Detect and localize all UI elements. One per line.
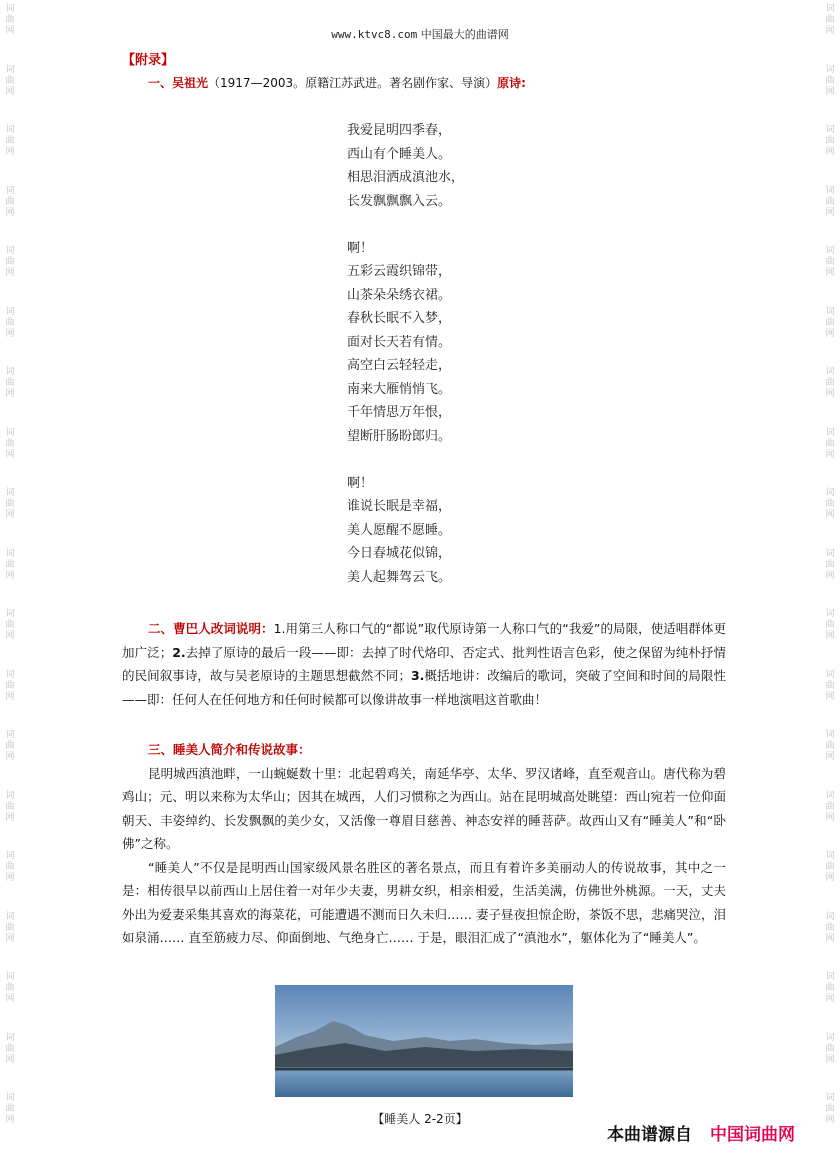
poem [347, 119, 587, 589]
watermark-glyphs: 词 曲 网 [825, 1032, 835, 1065]
watermark-glyphs: 词 曲 网 [825, 4, 835, 36]
watermark-glyphs: 词 曲 网 [5, 367, 15, 399]
watermark-glyphs: 词 曲 网 [825, 911, 835, 944]
appendix-label: 【附录】 [122, 53, 175, 68]
section2-num3: 3. [410, 668, 425, 683]
watermark-glyphs: 词 曲 网 [5, 125, 15, 157]
section2-num2: 2. [172, 644, 186, 660]
watermark-glyphs: 词 曲 网 [825, 972, 835, 1004]
watermark-glyphs: 词 曲 网 [5, 4, 15, 36]
poem-line: 啊！ [347, 475, 374, 491]
watermark-glyphs: 词 曲 网 [5, 548, 15, 581]
watermark-glyphs: 词 曲 网 [5, 790, 15, 823]
section3 [122, 738, 726, 950]
section1-prefix: 一、 [148, 76, 173, 90]
watermark-glyphs: 词 曲 网 [825, 185, 835, 218]
section1-original-label: 原诗: [497, 76, 526, 90]
poem-line: 长发飘飘飘入云。 [347, 193, 452, 209]
section2-point2: 去掉了原诗的最后一段——即：去掉了时代烙印、否定式、批判性语言色彩，使之保留为纯朴抒情的民间叙事诗，故与吴老原诗的主题思想截然不同； [122, 644, 726, 683]
poem-line: 山茶朵朵绣衣裙。 [347, 287, 452, 303]
watermark-glyphs: 词 曲 网 [825, 427, 835, 460]
watermark-glyphs: 词 曲 网 [5, 427, 15, 460]
poem-line: 我爱昆明四季春， [347, 123, 452, 138]
watermark-glyphs: 词 曲 网 [825, 851, 835, 883]
poem-line: 相思泪洒成滇池水， [347, 170, 465, 185]
watermark-glyphs: 词 曲 网 [5, 64, 15, 97]
watermark-glyphs: 词 曲 网 [825, 246, 835, 278]
watermark-glyphs: 词 曲 网 [825, 125, 835, 157]
watermark-glyphs: 词 曲 网 [825, 548, 835, 581]
poem-line: 啊！ [347, 240, 374, 256]
watermark-glyphs: 词 曲 网 [5, 1032, 15, 1065]
watermark-glyphs: 词 曲 网 [5, 669, 15, 702]
section2-heading: 二、曹巴人改词说明： [148, 621, 274, 636]
sleeping-beauty-mountain-photo [275, 985, 573, 1097]
poem-line: 美人起舞驾云飞。 [347, 569, 452, 585]
right-watermark-strip [820, 0, 840, 1169]
source-attribution [607, 1120, 795, 1145]
poem-line: 望断肝肠盼郎归。 [347, 428, 452, 444]
section3-paragraph-2: “睡美人”不仅是昆明西山国家级风景名胜区的著名景点，而且有着许多美丽动人的传说故事，其中之一是：相传很早以前西山上居住着一对年少夫妻，男耕女织，相亲相爱，生活美满，仿佛世外桃源。一天，丈夫外出为爱妻采集其喜欢的海菜花，可能遭遇不测而日久未归…… 妻子昼夜担惊企盼，茶饭不思，悲痛哭泣，泪如泉涌…… 直至筋疲力尽、仰面倒地、气绝身亡…… 于是，眼泪汇成了“滇池水”，躯体化为了“睡美人”。 [122, 859, 726, 945]
source-site-link[interactable]: 中国词曲网 [710, 1125, 795, 1145]
watermark-glyphs: 词 曲 网 [825, 1093, 835, 1125]
poem-line: 面对长天若有情。 [347, 334, 452, 350]
page-caption: 【睡美人 2-2页】 [372, 1112, 468, 1126]
watermark-glyphs: 词 曲 网 [825, 730, 835, 762]
poem-line: 千年情思万年恨， [347, 405, 452, 420]
section1-heading [148, 74, 526, 91]
watermark-glyphs: 词 曲 网 [5, 1093, 15, 1125]
section2-paragraph [122, 617, 726, 711]
section1-note: （1917—2003。原籍江苏武进。著名剧作家、导演） [208, 76, 498, 90]
watermark-glyphs: 词 曲 网 [5, 911, 15, 944]
source-label: 本曲谱源自 [607, 1125, 692, 1145]
poem-line: 五彩云霞织锦带， [347, 264, 452, 279]
page-header [0, 26, 840, 42]
watermark-glyphs: 词 曲 网 [5, 185, 15, 218]
poem-line: 今日春城花似锦， [347, 546, 452, 561]
poem-line: 高空白云轻轻走， [347, 358, 452, 373]
watermark-glyphs: 词 曲 网 [5, 609, 15, 641]
watermark-glyphs: 词 曲 网 [5, 246, 15, 278]
watermark-glyphs: 词 曲 网 [5, 851, 15, 883]
poem-line: 谁说长眠是幸福， [347, 499, 452, 514]
header-url[interactable]: www.ktvc8.com [331, 28, 418, 41]
watermark-glyphs: 词 曲 网 [825, 609, 835, 641]
poem-line: 美人愿醒不愿睡。 [347, 522, 452, 538]
section3-paragraph-1: 昆明城西滇池畔，一山蜿蜒数十里：北起碧鸡关，南延华亭、太华、罗汉诸峰，直至观音山。唐代称为碧鸡山；元、明以来称为太华山；因其在城西，人们习惯称之为西山。站在昆明城高处眺望：西山宛若一位仰面朝天、丰姿绰约、长发飘飘的美少女，又活像一尊眉目慈善、神态安祥的睡菩萨。故西山又有“睡美人”和“卧佛”之称。 [122, 765, 726, 851]
watermark-glyphs: 词 曲 网 [825, 488, 835, 520]
poem-line: 南来大雁悄悄飞。 [347, 381, 452, 397]
watermark-glyphs: 词 曲 网 [825, 669, 835, 702]
watermark-glyphs: 词 曲 网 [5, 488, 15, 520]
watermark-glyphs: 词 曲 网 [5, 730, 15, 762]
section3-heading: 三、睡美人简介和传说故事： [148, 742, 311, 757]
watermark-glyphs: 词 曲 网 [825, 790, 835, 823]
watermark-glyphs: 词 曲 网 [825, 367, 835, 399]
section1-author: 吴祖光 [172, 76, 209, 90]
poem-line: 春秋长眠不入梦， [347, 311, 452, 326]
header-slogan: 中国最大的曲谱网 [420, 28, 509, 41]
watermark-glyphs: 词 曲 网 [5, 306, 15, 339]
poem-line: 西山有个睡美人。 [347, 146, 452, 162]
watermark-glyphs: 词 曲 网 [5, 972, 15, 1004]
watermark-glyphs: 词 曲 网 [825, 306, 835, 339]
section2-point1: 1.用第三人称口气的“都说”取代原诗第一人称口气的“我爱”的局限，使适唱群体更加广泛； [122, 621, 726, 660]
watermark-glyphs: 词 曲 网 [825, 64, 835, 97]
section2-point3: 概括地讲：改编后的歌词，突破了空间和时间的局限性——即：任何人在任何地方和任何时候都可以像讲故事一样地演唱这首歌曲！ [122, 668, 726, 707]
left-watermark-strip [0, 0, 20, 1169]
